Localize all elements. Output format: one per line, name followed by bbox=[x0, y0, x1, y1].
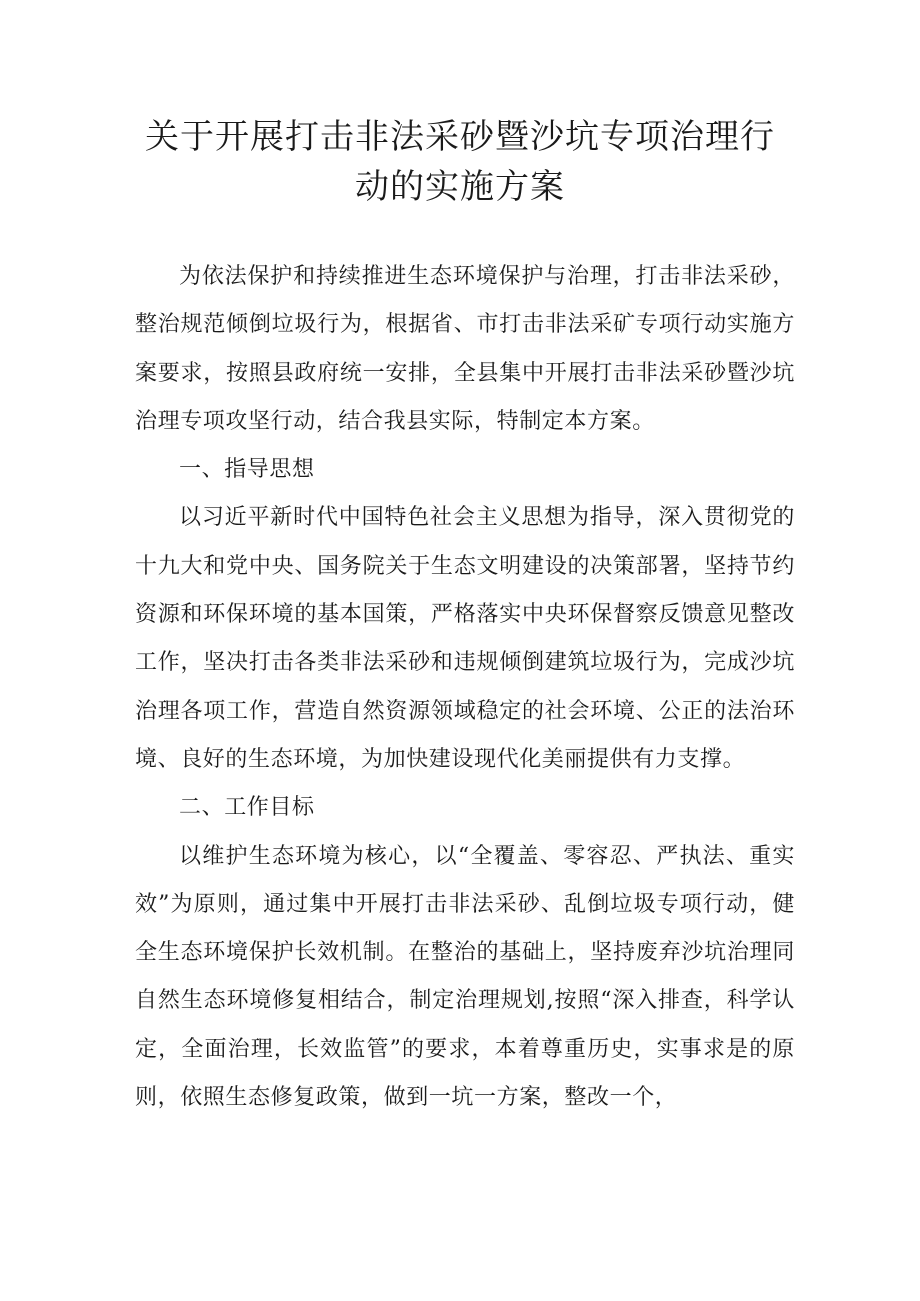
document-title bbox=[130, 112, 790, 212]
work-goals-paragraph: 以维护生态环境为核心，以“全覆盖、零容忍、严执法、重实效”为原则，通过集中开展打击非法采砂、乱倒垃圾专项行动，健全生态环境保护长效机制。在整治的基础上，坚持废弃沙坑治理同自然生态环境修复相结合，制定治理规划,按照“深入排查，科学认定，全面治理，长效监管”的要求，本着尊重历史，实事求是的原则，依照生态修复政策，做到一坑一方案，整改一个， bbox=[135, 843, 795, 1111]
title-line-2: 动的实施方案 bbox=[355, 167, 565, 207]
section-heading-work-goals: 二、工作目标 bbox=[179, 795, 315, 821]
intro-paragraph: 为依法保护和持续推进生态环境保护与治理，打击非法采砂，整治规范倾倒垃圾行为，根据省、市打击非法采矿专项行动实施方案要求，按照县政府统一安排，全县集中开展打击非法采砂暨沙坑治理专项攻坚行动，结合我县实际，特制定本方案。 bbox=[135, 264, 795, 434]
section-heading-guiding-ideology: 一、指导思想 bbox=[179, 457, 315, 483]
title-line-1: 关于开展打击非法采砂暨沙坑专项治理行 bbox=[145, 117, 775, 157]
document-body bbox=[135, 253, 795, 1122]
guiding-ideology-paragraph: 以习近平新时代中国特色社会主义思想为指导，深入贯彻党的十九大和党中央、国务院关于生态文明建设的决策部署，坚持节约资源和环保环境的基本国策，严格落实中央环保督察反馈意见整改工作，坚决打击各类非法采砂和违规倾倒建筑垃圾行为，完成沙坑治理各项工作，营造自然资源领域稳定的社会环境、公正的法治环境、良好的生态环境，为加快建设现代化美丽提供有力支撑。 bbox=[135, 505, 795, 772]
